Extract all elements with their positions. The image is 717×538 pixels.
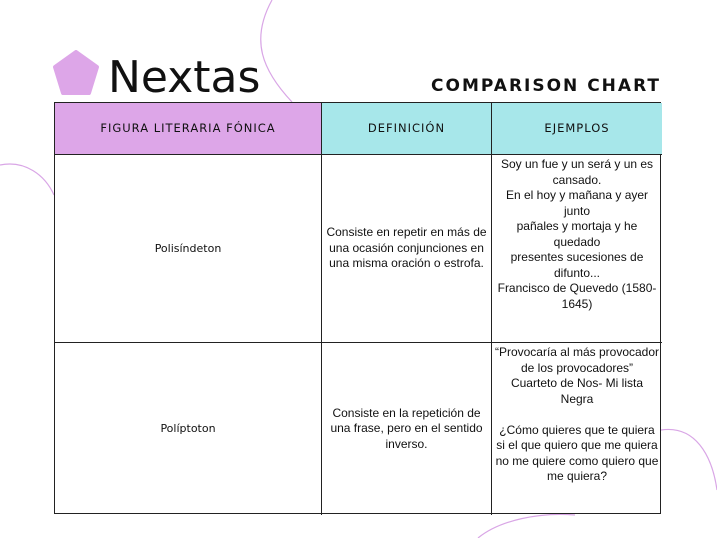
brand-name: Nextas <box>108 52 261 103</box>
header-figura: FIGURA LITERARIA FÓNICA <box>55 103 322 155</box>
row-definition-polisindeton: Consiste en repetir en más de una ocasión conjunciones en una misma oración o estrofa. <box>322 155 492 343</box>
header-definicion: DEFINICIÓN <box>322 103 492 155</box>
row-examples-polisindeton: Soy un fue y un será y un es cansado. En el hoy y mañana y ayer junto pañales y mortaja y he quedado presentes sucesiones de difunto... Francisco de Quevedo (1580-1645) <box>492 155 662 343</box>
row-examples-poliptoton: “Provocaría al más provocador de los provocadores” Cuarteto de Nos- Mi lista Negra ¿Cómo quieres que te quiera si el que quiero que me quiera no me quiere como quiero que me quiera? <box>494 345 660 483</box>
row-term-poliptoton: Políptoton <box>55 343 322 515</box>
comparison-table <box>54 102 661 514</box>
header-ejemplos: EJEMPLOS <box>492 103 662 155</box>
logo <box>52 50 100 96</box>
row-term-polisindeton: Polisíndeton <box>55 155 322 343</box>
pentagon-logo-icon <box>52 50 100 96</box>
row-definition-poliptoton: Consiste en la repetición de una frase, pero en el sentido inverso. <box>322 343 492 515</box>
chart-title: COMPARISON CHART <box>431 76 661 96</box>
